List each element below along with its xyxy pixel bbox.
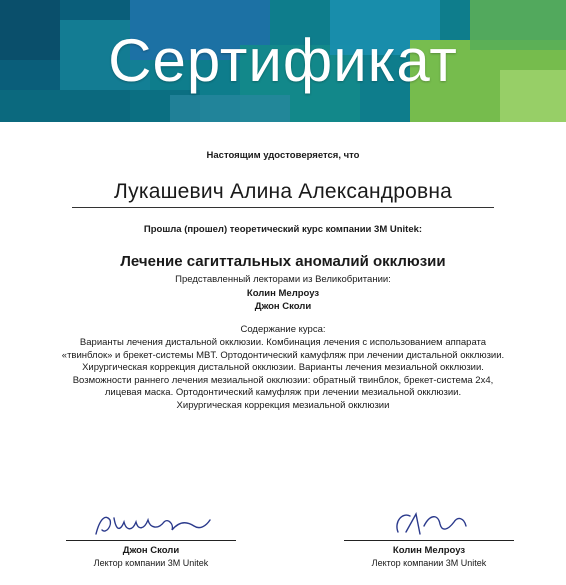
content-line: «твинблок» и брекет-системы MBT. Ортодонтический камуфляж при лечении дистальной окклюзии. (61, 349, 505, 361)
lecturer-name: Колин Мелроуз (246, 288, 320, 299)
intro-text: Настоящим удостоверяется, что (206, 150, 360, 161)
certificate-title: Сертификат (108, 27, 458, 94)
content-heading: Содержание курса: (240, 324, 326, 335)
handwritten-signature (354, 508, 504, 540)
signatory-name: Колин Мелроуз (392, 545, 466, 556)
signature-line (344, 540, 514, 541)
lecturer-name: Джон Сколи (254, 301, 312, 312)
recipient-name: Лукашевич Алина Александровна (72, 180, 494, 208)
content-line: Возможности раннего лечения мезиальной окклюзии: обратный твинблок, брекет-система 2x4, (72, 374, 494, 386)
course-content (40, 337, 526, 412)
content-line: Хирургическая коррекция дистальной окклюзии. Варианты лечения мезиальной окклюзии. (82, 362, 484, 373)
signature-block (344, 508, 514, 568)
content-line: Варианты лечения дистальной окклюзии. Комбинация лечения с использованием аппарата (79, 337, 487, 348)
signatory-name: Джон Сколи (122, 545, 180, 556)
course-title: Лечение сагиттальных аномалий окклюзии (120, 253, 446, 270)
signatory-role: Лектор компании 3M Unitek (93, 558, 209, 568)
content-line: Хирургическая коррекция мезиальной окклюзии (176, 399, 390, 411)
handwritten-signature (76, 508, 226, 540)
signature-line (66, 540, 236, 541)
presented-by-text: Представленный лекторами из Великобритании: (175, 274, 391, 285)
certificate-banner (0, 0, 566, 122)
course-completed-text: Прошла (прошел) теоретический курс компании 3M Unitek: (143, 224, 423, 235)
content-line: лицевая маска. Ортодонтический камуфляж при лечении мезиальной окклюзии. (104, 387, 462, 398)
signatory-role: Лектор компании 3M Unitek (371, 558, 487, 568)
signature-block (66, 508, 236, 568)
